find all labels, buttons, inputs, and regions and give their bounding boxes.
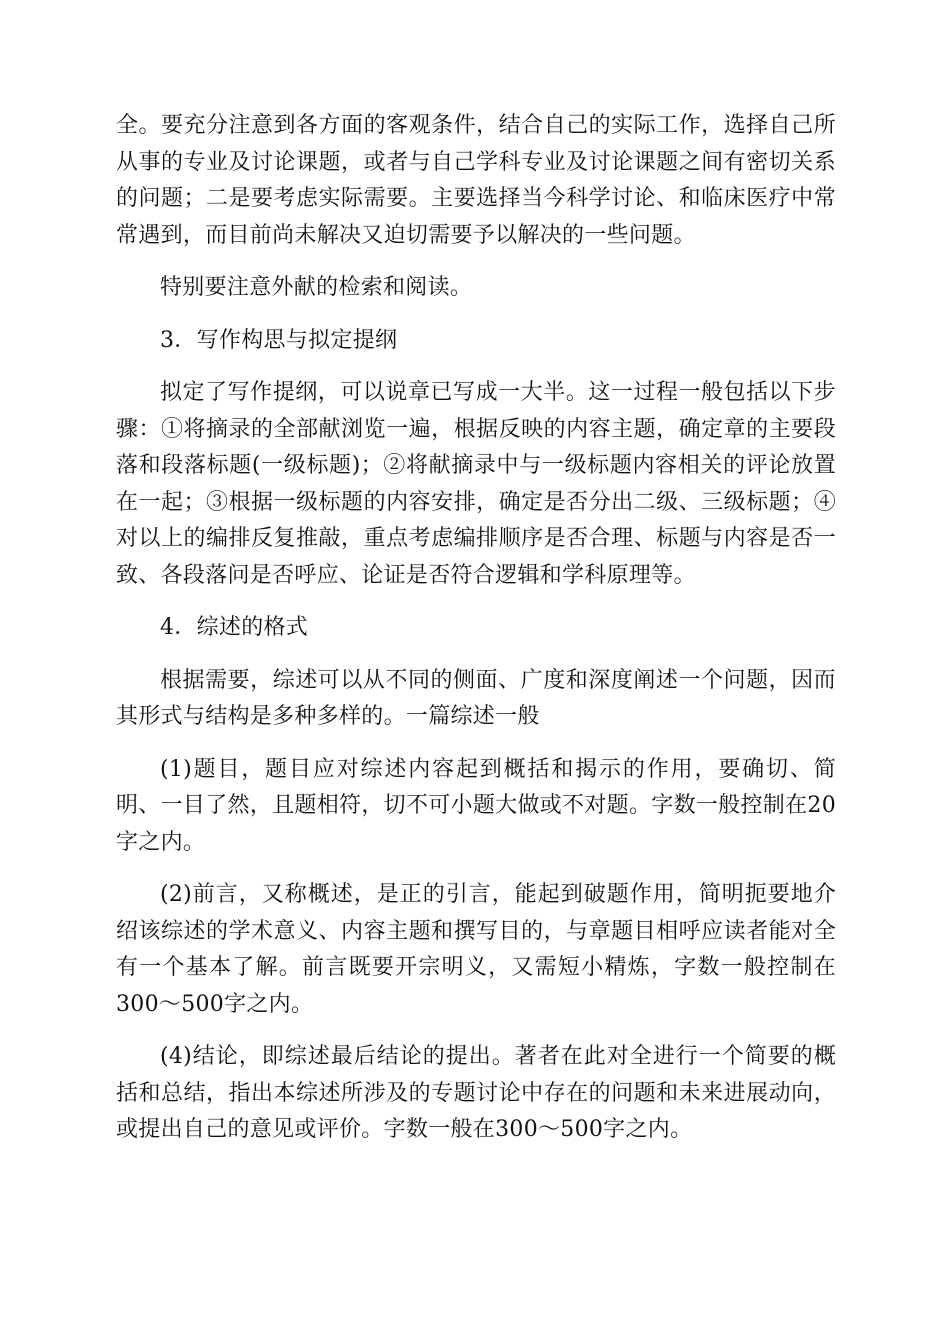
paragraph-literature-note: 特别要注意外献的检索和阅读。 — [160, 275, 473, 300]
section-heading-4: 4．综述的格式 — [160, 615, 309, 640]
paragraph-format-intro: 根据需要，综述可以从不同的侧面、广度和深度阐述一个问题，因而其形式与结构是多种多样的。一篇综述一般 — [116, 667, 836, 729]
section-heading-3: 3．写作构思与拟定提纲 — [160, 327, 398, 353]
paragraph-continuation: 全。要充分注意到各方面的客观条件，结合自己的实际工作，选择自己所从事的专业及讨论课题，或者与自己学科专业及讨论课题之间有密切关系的问题；二是要考虑实际需要。主要选择当今科学讨论、和临床医疗中常常遇到，而目前尚未解决又迫切需要予以解决的一些问题。 — [116, 113, 836, 248]
paragraph-preface: (2)前言，又称概述，是正的引言，能起到破题作用，简明扼要地介绍该综述的学术意义、内容主题和撰写目的，与章题目相呼应读者能对全有一个基本了解。前言既要开宗明义，又需短小精炼，字数一般控制在300～500字之内。 — [116, 882, 836, 1017]
paragraph-conclusion: (4)结论，即综述最后结论的提出。著者在此对全进行一个简要的概括和总结，指出本综述所涉及的专题讨论中存在的问题和未来进展动向，或提出自己的意见或评价。字数一般在300～500字之内。 — [116, 1044, 836, 1142]
paragraph-title: (1)题目，题目应对综述内容起到概括和揭示的作用，要确切、简明、一目了然，且题相符，切不可小题大做或不对题。字数一般控制在20字之内。 — [116, 756, 836, 855]
paragraph-outline-steps: 拟定了写作提纲，可以说章已写成一大半。这一过程一般包括以下步骤：①将摘录的全部献浏览一遍，根据反映的内容主题，确定章的主要段落和段落标题(一级标题)；②将献摘录中与一级标题内容相关的评论放置在一起；③根据一级标题的内容安排，确定是否分出二级、三级标题；④对以上的编排反复推敲，重点考虑编排顺序是否合理、标题与内容是否一致、各段落问是否呼应、论证是否符合逻辑和学科原理等。 — [116, 380, 836, 588]
document-body — [116, 108, 836, 1165]
